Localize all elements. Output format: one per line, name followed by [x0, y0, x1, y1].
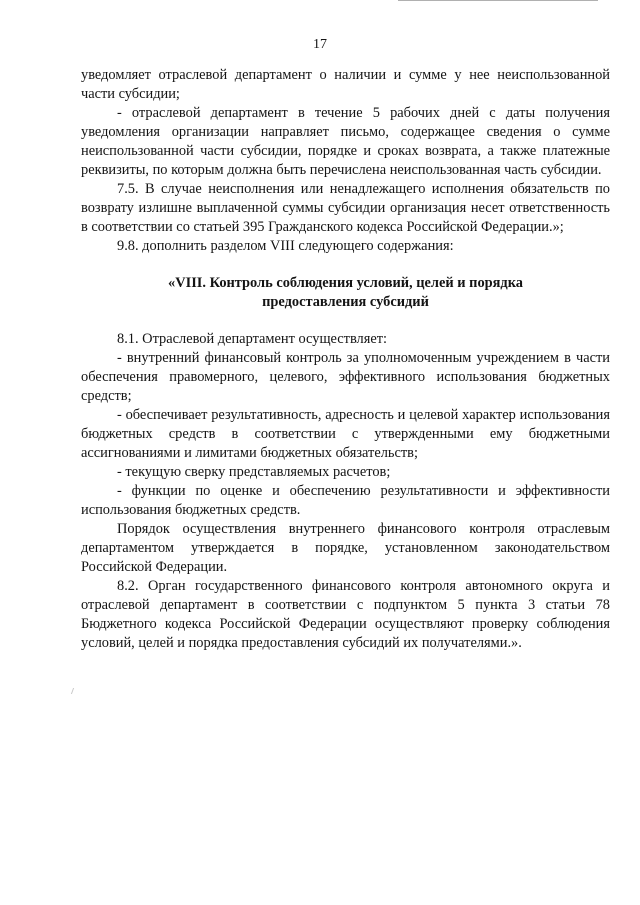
list-item-internal-control: - внутренний финансовый контроль за уполномоченным учреждением в части обеспечения правомерного, целевого, эффективного использования бюджетных средств; — [81, 350, 610, 404]
list-item-reconciliation: - текущую сверку представляемых расчетов; — [117, 464, 391, 480]
paragraph-notice-letter: - отраслевой департамент в течение 5 рабочих дней с даты получения уведомления организации направляет письмо, содержащее сведения о сумме неиспользованной части субсидии, порядке и сроках возврата, а также платежные реквизиты, по которым должна быть перечислена неиспользованная часть субсидии. — [81, 105, 610, 178]
paragraph-9-8: 9.8. дополнить разделом VIII следующего содержания: — [117, 238, 454, 254]
top-edge-rule — [398, 0, 598, 1]
list-item-evaluation: - функции по оценке и обеспечению результативности и эффективности использования бюджетных средств. — [81, 483, 610, 518]
scan-mark — [71, 688, 78, 694]
paragraph-control-procedure: Порядок осуществления внутреннего финансового контроля отраслевым департаментом утверждается в порядке, установленном законодательством Российской Федерации. — [81, 521, 610, 575]
section-title-line-2: предоставления субсидий — [262, 294, 429, 310]
paragraph-continuation: уведомляет отраслевой департамент о наличии и сумме у нее неиспользованной части субсидии; — [81, 67, 610, 102]
section-title-line-1: «VIII. Контроль соблюдения условий, целей и порядка — [168, 275, 523, 291]
section-title — [81, 274, 610, 312]
paragraph-7-5: 7.5. В случае неисполнения или ненадлежащего исполнения обязательств по возврату излишне выплаченной суммы субсидии организация несет ответственность в соответствии со статьей 395 Гражданского кодекса Российской Федерации.»; — [81, 181, 610, 235]
document-body — [81, 66, 610, 653]
paragraph-8-1: 8.1. Отраслевой департамент осуществляет: — [117, 331, 388, 347]
page-number: 17 — [313, 37, 327, 52]
paragraph-8-2: 8.2. Орган государственного финансового контроля автономного округа и отраслевой департамент в соответствии с подпунктом 5 пункта 3 статьи 78 Бюджетного кодекса Российской Федерации осуществляют проверку соблюдения условий, целей и порядка предоставления субсидий их получателями.». — [81, 578, 610, 651]
list-item-effectiveness: - обеспечивает результативность, адресность и целевой характер использования бюджетных средств в соответствии с утвержденными ему бюджетными ассигнованиями и лимитами бюджетных обязательств; — [81, 407, 610, 461]
